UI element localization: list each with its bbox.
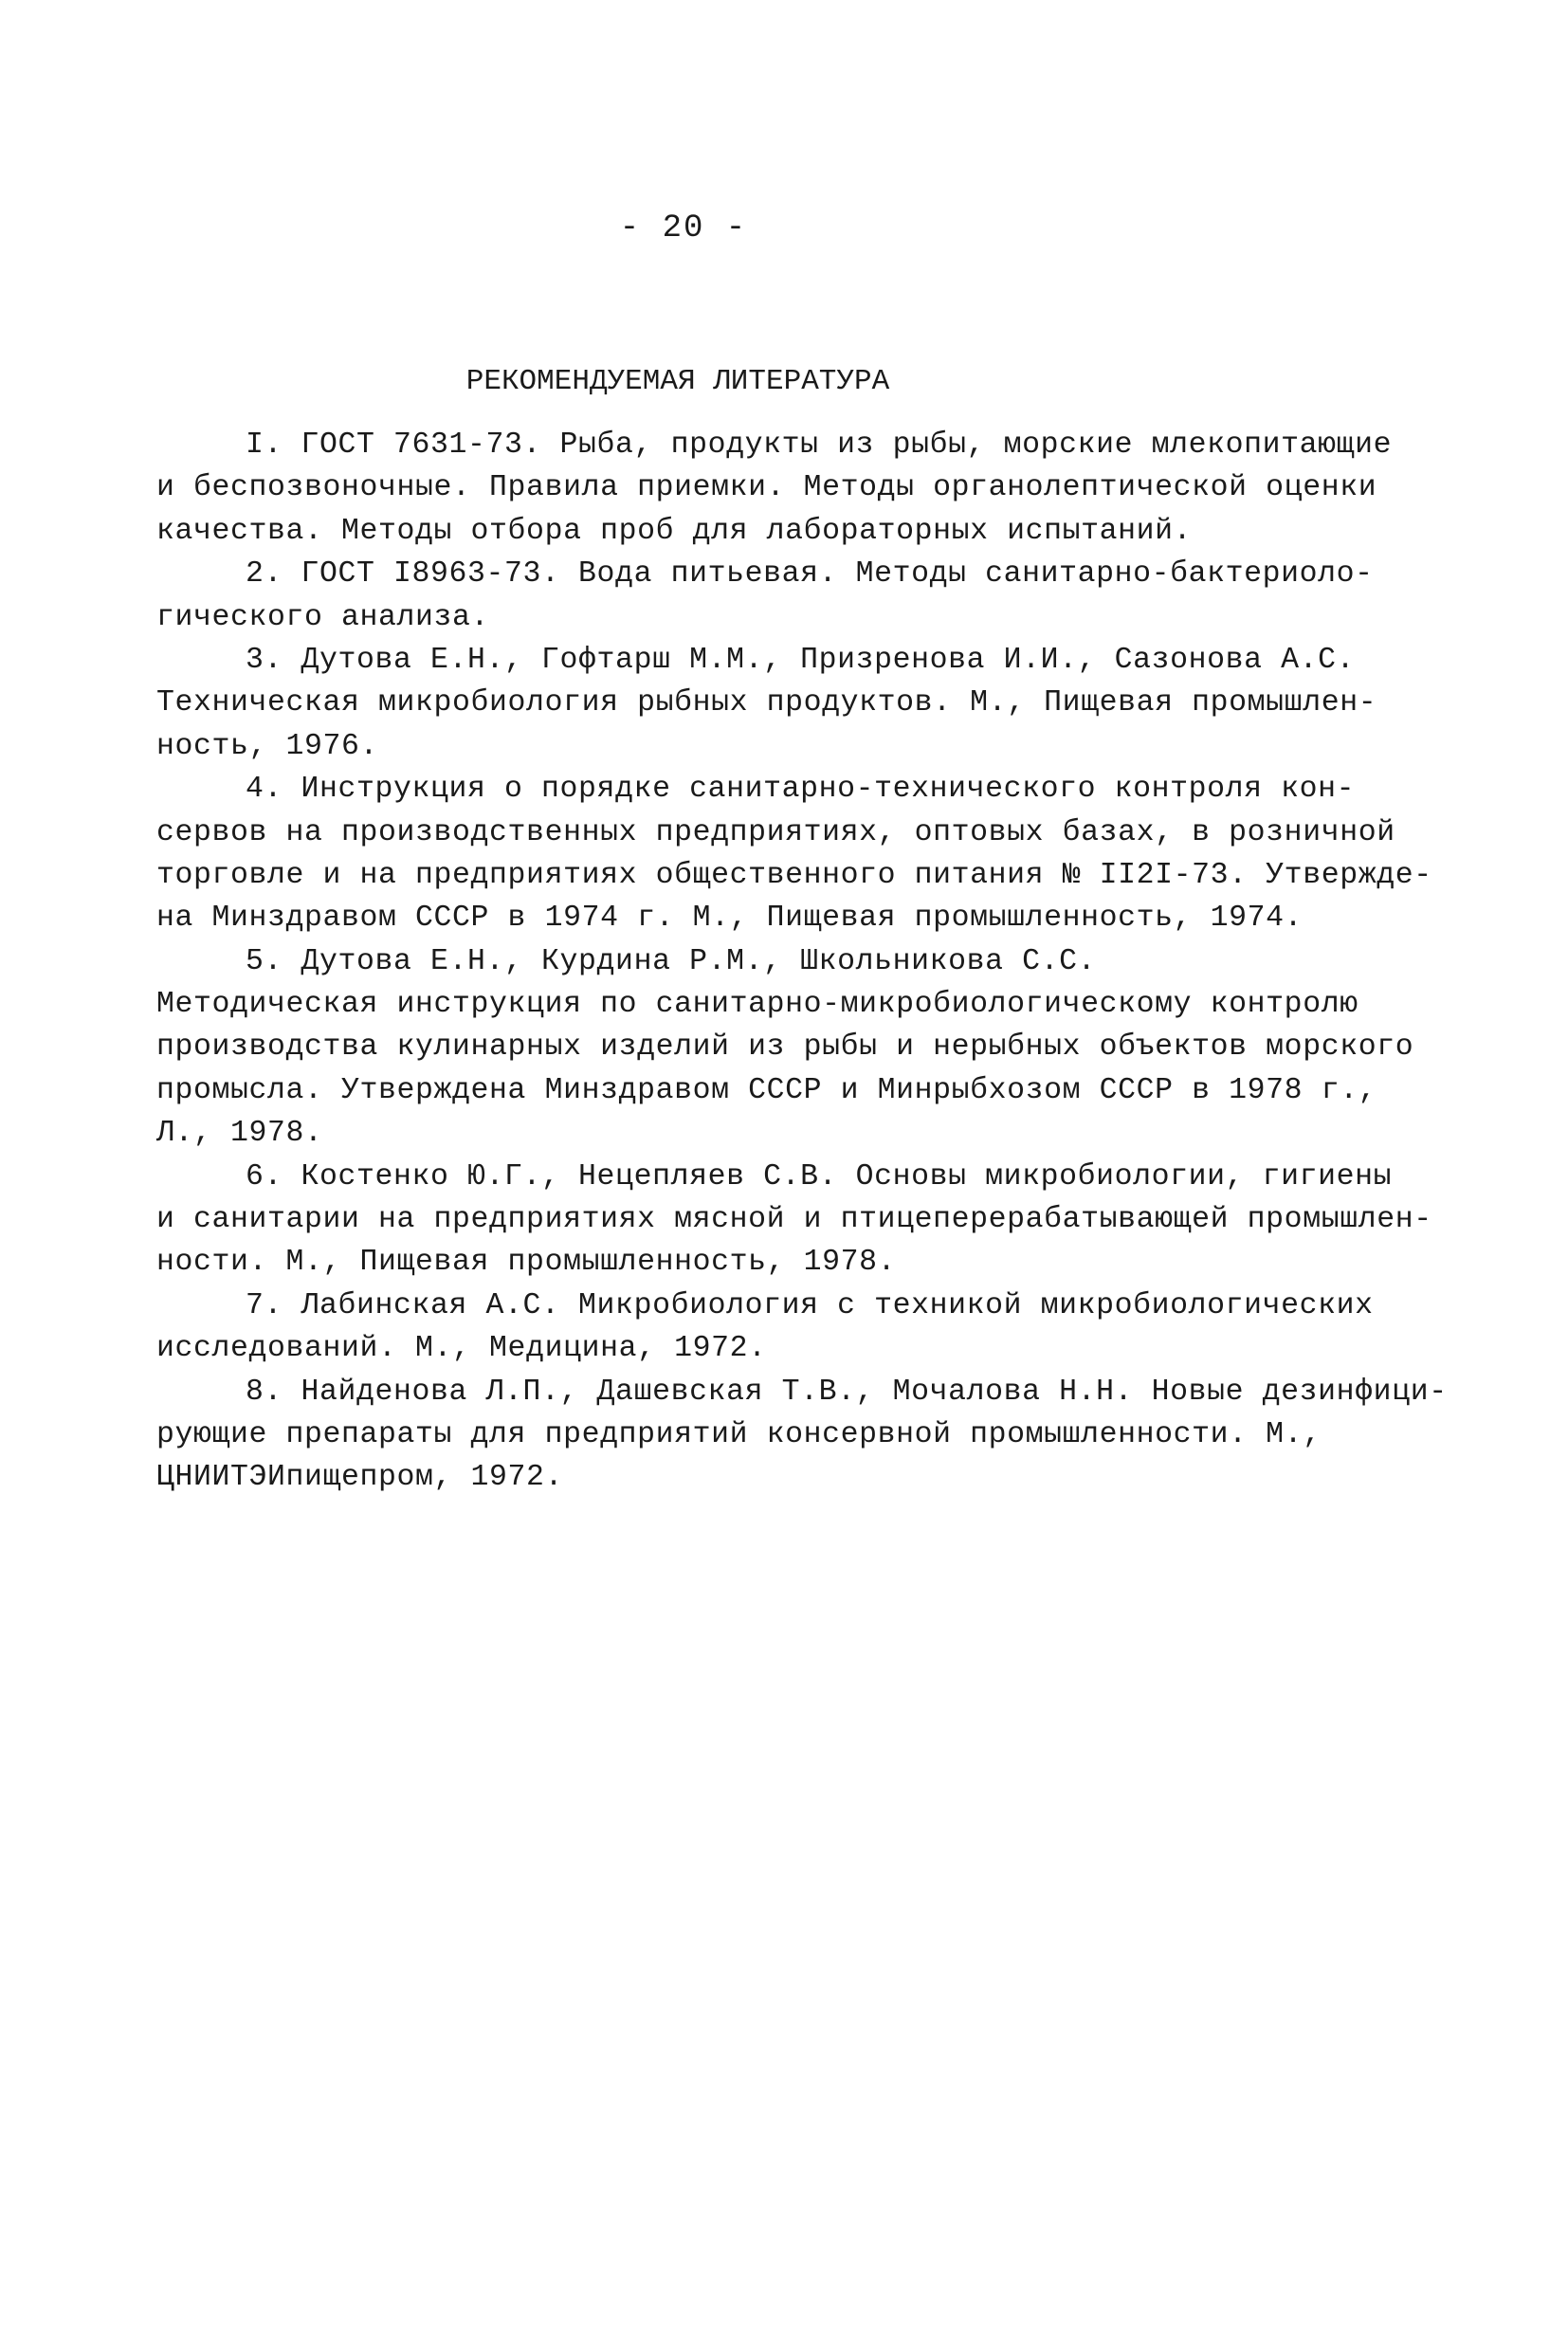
references-heading: РЕКОМЕНДУЕМАЯ ЛИТЕРАТУРА bbox=[465, 365, 890, 398]
reference-line: 5. Дутова Е.Н., Курдина Р.М., Школьникова С.С. bbox=[246, 944, 1097, 978]
reference-line: качества. Методы отбора проб для лабораторных испытаний. bbox=[156, 514, 1193, 548]
reference-line: ности. М., Пищевая промышленность, 1978. bbox=[156, 1246, 897, 1280]
reference-line: производства кулинарных изделий из рыбы и нерыбных объектов морского bbox=[156, 1030, 1414, 1065]
reference-line: Техническая микробиология рыбных продуктов. М., Пищевая промышлен- bbox=[156, 686, 1377, 720]
page-number: - 20 - bbox=[619, 210, 748, 246]
reference-line: 7. Лабинская А.С. Микробиология с техникой микробиологических bbox=[246, 1288, 1374, 1322]
reference-line: на Минздравом СССР в 1974 г. М., Пищевая промышленность, 1974. bbox=[156, 902, 1304, 936]
reference-line: I. ГОСТ 7631-73. Рыба, продукты из рыбы, морские млекопитающие bbox=[246, 428, 1393, 462]
reference-line: Методическая инструкция по санитарно-микробиологическому контролю bbox=[156, 988, 1358, 1022]
reference-line: ность, 1976. bbox=[156, 729, 379, 763]
reference-line: 6. Костенко Ю.Г., Нецепляев С.В. Основы микробиологии, гигиены bbox=[246, 1159, 1393, 1194]
reference-line: и санитарии на предприятиях мясной и птицеперерабатывающей промышлен- bbox=[156, 1203, 1432, 1237]
reference-line: ЦНИИТЭИпищепром, 1972. bbox=[156, 1461, 564, 1495]
reference-line: гического анализа. bbox=[156, 600, 490, 634]
references-list bbox=[156, 424, 1448, 1500]
reference-line: сервов на производственных предприятиях, оптовых базах, в розничной bbox=[156, 815, 1395, 849]
reference-line: исследований. М., Медицина, 1972. bbox=[156, 1332, 767, 1366]
reference-line: 8. Найденова Л.П., Дашевская Т.В., Мочалова Н.Н. Новые дезинфици- bbox=[246, 1375, 1448, 1409]
reference-line: и беспозвоночные. Правила приемки. Методы органолептической оценки bbox=[156, 471, 1377, 505]
reference-line: торговле и на предприятиях общественного питания № II2I-73. Утвержде- bbox=[156, 858, 1432, 892]
reference-line: 4. Инструкция о порядке санитарно-технического контроля кон- bbox=[246, 773, 1356, 807]
reference-line: промысла. Утверждена Минздравом СССР и Минрыбхозом СССР в 1978 г., bbox=[156, 1073, 1377, 1107]
reference-line: рующие препараты для предприятий консервной промышленности. М., bbox=[156, 1417, 1322, 1451]
reference-line: 3. Дутова Е.Н., Гофтарш М.М., Призренова И.И., Сазонова А.С. bbox=[246, 643, 1356, 677]
reference-line: 2. ГОСТ I8963-73. Вода питьевая. Методы санитарно-бактериоло- bbox=[246, 557, 1374, 592]
reference-line: Л., 1978. bbox=[156, 1117, 323, 1151]
